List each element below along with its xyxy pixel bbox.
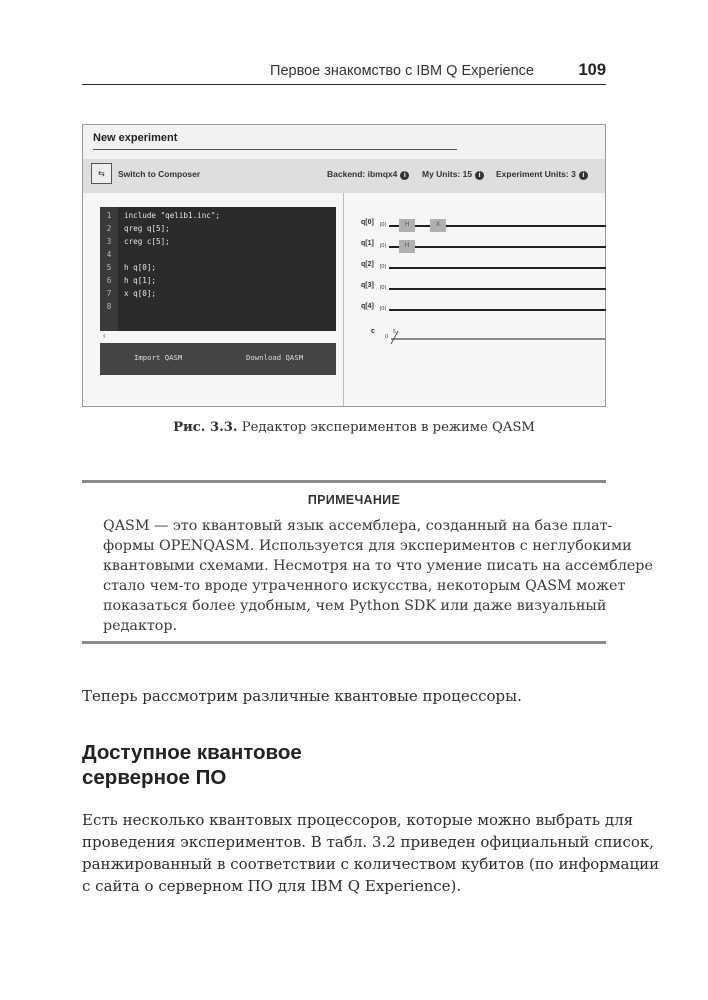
qasm-code-editor[interactable] [100,207,336,331]
qubit-wire [389,225,606,227]
qubit-label: q[3] [361,282,374,289]
figure-qasm-editor [82,124,606,407]
experiment-units [496,169,588,180]
body-line: проведения экспериментов. В табл. 3.2 приведен официальный список, [82,833,655,851]
qubit-wire [389,288,606,290]
qubit-label: q[1] [361,240,374,247]
caption-label: Рис. 3.3. [173,420,238,435]
code-line: 7 x q[0]; [106,289,157,298]
download-qasm-button[interactable]: Download QASM [246,353,304,362]
body-line: с сайта о серверном ПО для IBM Q Experience). [82,877,462,895]
running-header [82,62,606,85]
backend-label: Backend: ibmqx4 [327,169,398,179]
body-line: Есть несколько квантовых процессоров, которые можно выбрать для [82,811,634,829]
note-bottom-rule [82,641,606,644]
horizontal-scrollbar[interactable] [100,331,336,343]
my-units [422,169,484,180]
qubit-label: q[4] [361,303,374,310]
info-icon[interactable]: i [475,171,484,180]
qubit-wire [389,267,606,269]
code-line: 8 [106,302,112,311]
backend-selector[interactable] [327,169,409,180]
my-units-label: My Units: 15 [422,169,473,179]
ket-zero: |0⟩ [380,285,387,291]
classical-register-size: 5 [393,329,396,335]
qubit-wire [389,309,606,311]
figure-caption [0,420,708,435]
classical-register-init: 0 [385,334,389,340]
code-line: 1 include "qelib1.inc"; [106,211,221,220]
classical-wire [391,338,606,340]
caption-text: Редактор экспериментов в режиме QASM [237,420,535,435]
ket-zero: |0⟩ [380,222,387,228]
info-icon[interactable]: i [400,171,409,180]
code-line: 3 creg c[5]; [106,237,170,246]
editor-workspace [83,193,605,406]
note-line: формы OPENQASM. Используется для экспериментов с неглубокими [103,538,632,554]
running-title: Первое знакомство с IBM Q Experience [270,63,534,79]
switch-composer-icon[interactable]: ⇆ [91,163,112,184]
panel-divider [343,193,344,406]
body-line: ранжированный в соответствии с количеством кубитов (по информации [82,855,660,873]
bus-slash-icon [390,329,399,346]
editor-toolbar [83,159,605,193]
intro-paragraph: Теперь рассмотрим различные квантовые процессоры. [82,687,522,705]
info-icon[interactable]: i [579,171,588,180]
note-line: стало чем-то вроде утраченного искусства, некоторым QASM может [103,578,626,594]
title-underline [93,149,457,150]
code-line: 2 qreg q[5]; [106,224,170,233]
note-title: ПРИМЕЧАНИЕ [307,493,401,507]
experiment-title: New experiment [93,132,178,144]
note-line: показаться более удобным, чем Python SDK или даже визуальный [103,598,607,614]
qubit-wire [389,246,606,248]
classical-register-label: c [371,328,375,335]
ket-zero: |0⟩ [380,264,387,270]
section-heading-line: серверное ПО [82,766,227,789]
note-line: редактор. [103,618,178,634]
experiment-units-label: Experiment Units: 3 [496,169,576,179]
scroll-left-icon[interactable]: ‹ [103,331,106,340]
code-line: 6 h q[1]; [106,276,157,285]
import-qasm-button[interactable]: Import QASM [134,353,183,362]
section-heading [82,740,302,790]
qasm-actions-bar [100,343,336,375]
note-line: квантовыми схемами. Несмотря на то что умение писать на ассемблере [103,558,653,574]
code-line: 5 h q[0]; [106,263,157,272]
ket-zero: |0⟩ [380,306,387,312]
page-number: 109 [578,61,606,79]
note-top-rule [82,480,606,483]
switch-to-composer-button[interactable]: Switch to Composer [118,169,201,179]
hadamard-gate[interactable]: H [399,240,415,253]
code-line: 4 [106,250,112,259]
qubit-label: q[0] [361,219,374,226]
note-line: QASM — это квантовый язык ассемблера, созданный на базе плат- [103,518,613,534]
x-gate[interactable]: X [430,219,446,232]
ket-zero: |0⟩ [380,243,387,249]
qubit-label: q[2] [361,261,374,268]
hadamard-gate[interactable]: H [399,219,415,232]
section-heading-line: Доступное квантовое [82,741,302,764]
